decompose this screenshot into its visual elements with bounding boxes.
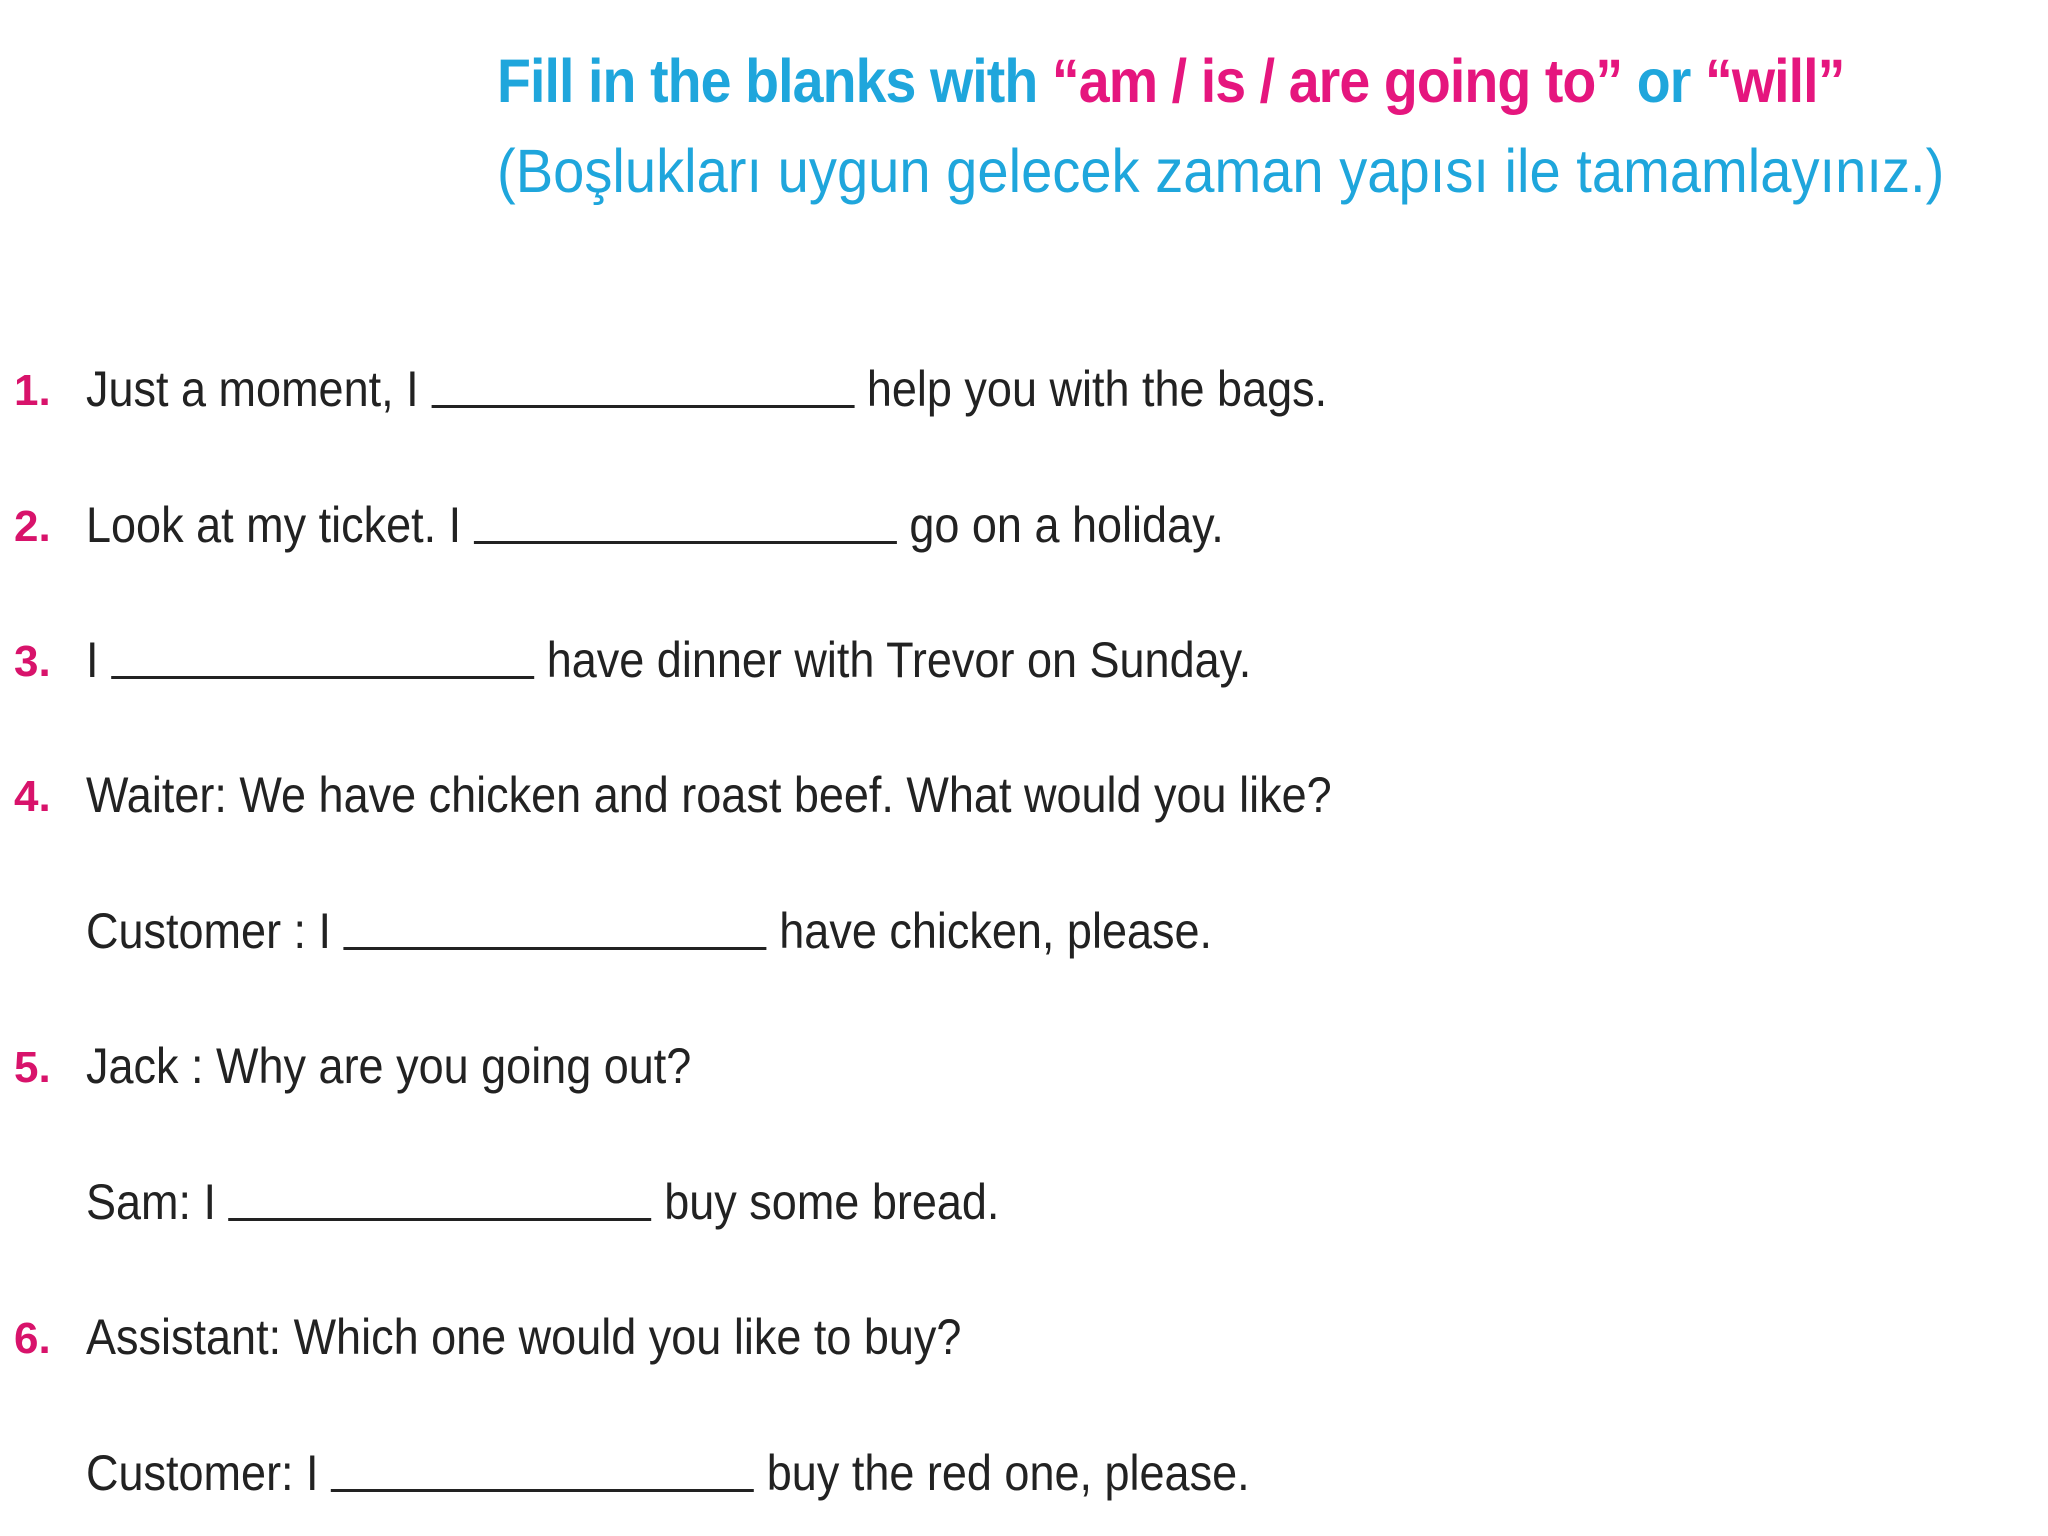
- item-text-after: buy some bread.: [664, 1174, 1000, 1230]
- item-text-after: buy the red one, please.: [766, 1445, 1250, 1501]
- item-text-after: have dinner with Trevor on Sunday.: [546, 632, 1252, 688]
- title-option-going-to: “am / is / are going to”: [1051, 47, 1623, 115]
- item-question: Jack : Why are you going out?: [86, 1038, 692, 1094]
- item-text-before: Customer: I: [86, 1445, 319, 1501]
- answer-blank-4[interactable]: [344, 947, 767, 950]
- exercise-item-1: [0, 344, 2048, 424]
- exercise-item-5: [0, 1021, 2048, 1101]
- exercise-item-6: [0, 1292, 2048, 1372]
- answer-blank-5[interactable]: [229, 1218, 652, 1221]
- exercise-item-5-answer-line: [0, 1157, 2048, 1237]
- item-text-before: Customer : I: [86, 903, 332, 959]
- item-text-before: Just a moment, I: [86, 361, 419, 417]
- exercise-item-2: [0, 480, 2048, 560]
- answer-blank-1[interactable]: [431, 405, 854, 408]
- title-text-or: or: [1622, 47, 1705, 115]
- item-number: 4.: [14, 772, 51, 821]
- title-text-1: Fill in the blanks with: [497, 47, 1052, 115]
- answer-blank-3[interactable]: [111, 676, 534, 679]
- item-text-before: Sam: I: [86, 1174, 217, 1230]
- item-number: 3.: [14, 637, 51, 686]
- instruction-subtitle: (Boşlukları uygun gelecek zaman yapısı ile tamamlayınız.): [497, 137, 1945, 205]
- item-number: 6.: [14, 1314, 51, 1363]
- item-text-after: go on a holiday.: [909, 497, 1224, 553]
- exercise-item-4: [0, 750, 2048, 830]
- item-text-after: help you with the bags.: [866, 361, 1328, 417]
- instructions-header: [497, 42, 2037, 210]
- title-option-will: “will”: [1704, 47, 1845, 115]
- item-text-after: have chicken, please.: [779, 903, 1213, 959]
- item-text-before: I: [86, 632, 99, 688]
- exercise-item-3: [0, 615, 2048, 695]
- item-question: Waiter: We have chicken and roast beef. What would you like?: [86, 767, 1332, 823]
- item-text-before: Look at my ticket. I: [86, 497, 462, 553]
- item-number: 2.: [14, 502, 51, 551]
- exercise-item-6-answer-line: [0, 1428, 2048, 1508]
- exercise-item-4-answer-line: [0, 886, 2048, 966]
- answer-blank-6[interactable]: [331, 1489, 754, 1492]
- item-number: 5.: [14, 1043, 51, 1092]
- item-question: Assistant: Which one would you like to buy?: [86, 1309, 962, 1365]
- item-number: 1.: [14, 366, 51, 415]
- answer-blank-2[interactable]: [474, 541, 897, 544]
- instruction-title: [497, 42, 1898, 120]
